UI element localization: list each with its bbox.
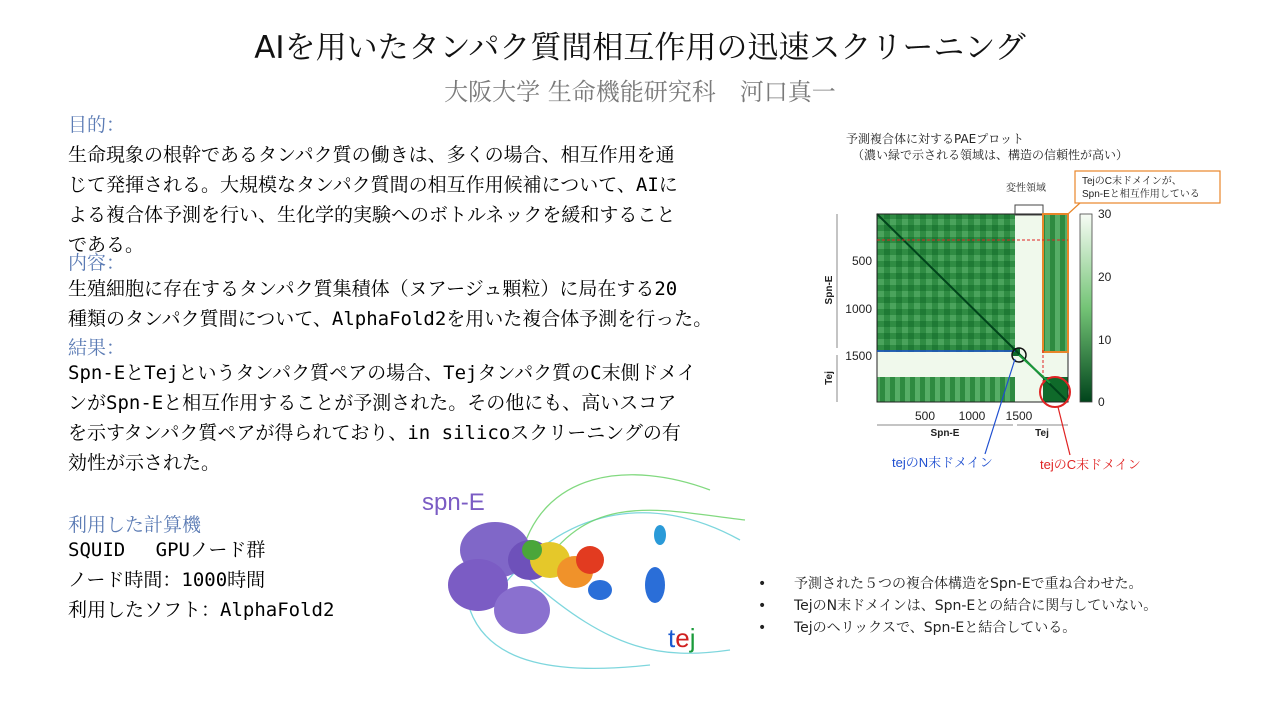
finding-item: • 予測された５つの複合体構造をSpn-Eで重ね合わせた。 — [758, 573, 1157, 595]
compute-heading: 利用した計算機 — [68, 514, 202, 536]
x-group-spn: Spn-E — [930, 428, 960, 439]
compute-line: ノード時間：1000時間 — [68, 569, 266, 591]
compute-line: 利用したソフト：AlphaFold2 — [68, 599, 335, 621]
y-tick-label: 1500 — [845, 349, 872, 363]
results-line: 効性が示された。 — [68, 452, 221, 474]
y-tick-label: 500 — [851, 254, 872, 268]
tej-label — [668, 623, 695, 653]
compute-text — [68, 535, 334, 625]
pae-block-tejc-spn — [877, 377, 1015, 402]
results-line: を示すタンパク質ペアが得られており、in silicoスクリーニングの有 — [68, 422, 681, 444]
purpose-line: 生命現象の根幹であるタンパク質の働きは、多くの場合、相互作用を通 — [68, 144, 675, 166]
colorbar-tick: 20 — [1098, 270, 1112, 284]
results-line: ンがSpn-Eと相互作用することが予測された。その他にも、高いスコア — [68, 392, 677, 414]
results-heading: 結果： — [68, 337, 126, 359]
purpose-line: よる複合体予測を行い、生化学的実験へのボトルネックを緩和すること — [68, 204, 676, 226]
purpose-line: じて発揮される。大規模なタンパク質間の相互作用候補について、AIに — [68, 174, 678, 196]
purpose-text — [68, 140, 678, 260]
slide-title: AIを用いたタンパク質間相互作用の迅速スクリーニング — [254, 30, 1026, 66]
purpose-heading: 目的： — [68, 114, 126, 136]
callout-text-1: TejのC末ドメインが、 — [1082, 176, 1182, 187]
spn-e-label: spn-E — [422, 489, 485, 516]
spn-e-cluster — [448, 522, 552, 634]
x-tick-label: 1000 — [958, 409, 986, 423]
variable-region-label: 変性領域 — [1006, 183, 1046, 194]
colorbar-tick: 10 — [1098, 333, 1112, 347]
pae-block-spn-tejc — [1043, 214, 1068, 352]
findings-list — [758, 573, 1157, 639]
pae-caption-line2: （濃い緑で示される領域は、構造の信頼性が高い） — [852, 148, 1129, 162]
y-tick-label: 1000 — [845, 302, 872, 316]
results-line: Spn-EとTejというタンパク質ペアの場合、Tejタンパク質のC末側ドメイ — [68, 362, 697, 384]
tejc-pointer — [1058, 407, 1070, 455]
pae-caption — [846, 131, 1128, 163]
colorbar-tick: 0 — [1098, 395, 1105, 409]
y-group-spn: Spn-E — [824, 275, 835, 305]
colorbar-tick: 30 — [1098, 207, 1112, 221]
pae-caption-line1: 予測複合体に対するPAEプロット — [846, 132, 1025, 146]
x-group-tej: Tej — [1035, 428, 1049, 439]
content-text — [68, 274, 712, 334]
content-line: 種類のタンパク質間について、AlphaFold2を用いた複合体予測を行った。 — [68, 308, 713, 330]
tej-label-letter: e — [675, 623, 690, 653]
content-line: 生殖細胞に存在するタンパク質集積体（ヌアージュ顆粒）に局在する20 — [68, 278, 678, 300]
callout-line — [1068, 203, 1080, 214]
callout-text-2: Spn-Eと相互作用している — [1082, 189, 1200, 200]
x-tick-label: 1500 — [1005, 409, 1033, 423]
purpose-line: である。 — [68, 234, 145, 256]
pae-plot — [800, 165, 1250, 475]
tej-label-letter: t — [668, 623, 676, 653]
author-affiliation: 大阪大学 生命機能研究科 河口真一 — [444, 78, 836, 106]
complex-structure-image — [410, 450, 750, 680]
tejn-domain-label: tejのN末ドメイン — [892, 455, 993, 470]
content-heading: 内容： — [68, 252, 126, 274]
finding-item: • TejのN末ドメインは、Spn-Eとの結合に関与していない。 — [758, 595, 1157, 617]
tej-label-letter: j — [689, 623, 696, 653]
finding-item: • Tejのヘリックスで、Spn-Eと結合している。 — [758, 617, 1157, 639]
tejc-domain-label: tejのC末ドメイン — [1040, 457, 1141, 472]
compute-line: SQUID GPUノード群 — [68, 539, 266, 561]
x-tick-label: 500 — [914, 409, 936, 423]
colorbar — [1080, 214, 1092, 402]
y-group-tej: Tej — [824, 371, 835, 385]
